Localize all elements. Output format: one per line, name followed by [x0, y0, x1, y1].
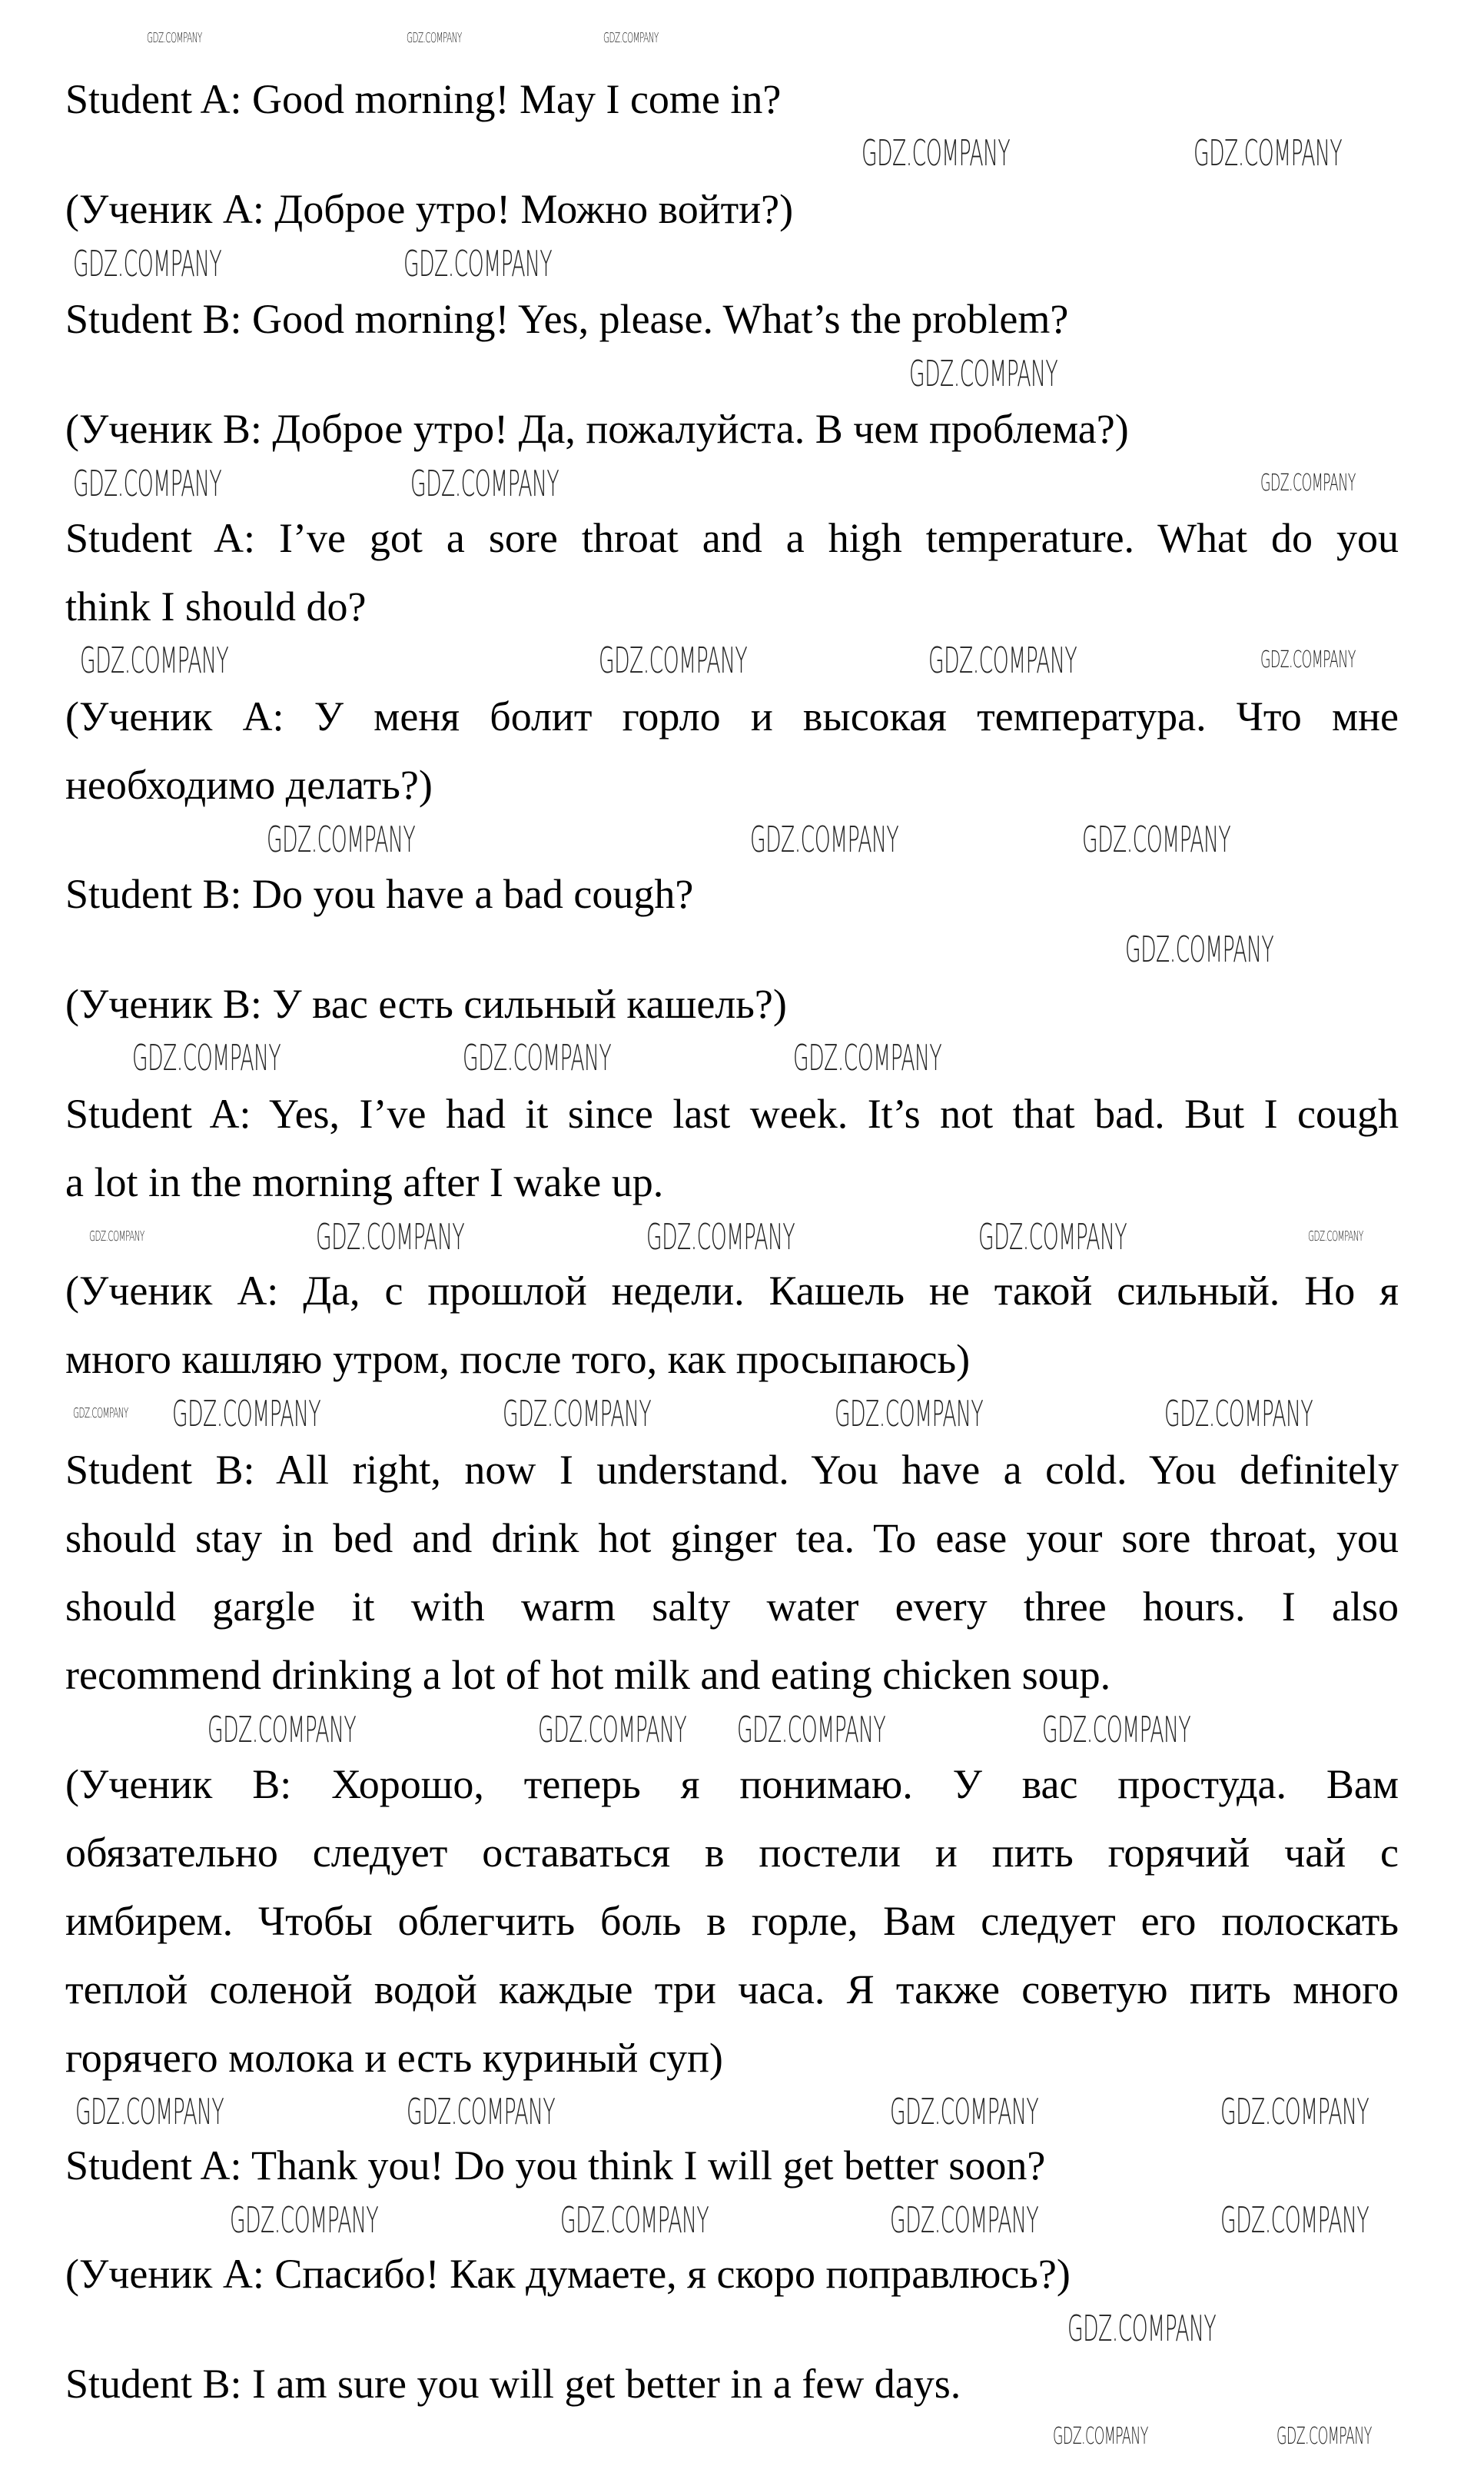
watermark: GDZ.COMPANY	[890, 2198, 1039, 2241]
dialogue-paragraph	[65, 514, 1399, 651]
watermark: GDZ.COMPANY	[598, 640, 747, 682]
text-line: Student B: Do you have a bad cough?	[65, 871, 694, 917]
dialogue-paragraph	[65, 2360, 1399, 2428]
text-line: Student B: All right, now I understand. You have a cold. You definitely	[65, 1447, 1399, 1493]
dialogue-paragraph	[65, 1760, 1399, 2102]
watermark: GDZ.COMPANY	[1081, 818, 1230, 860]
text-line: (Ученик А: Да, с прошлой недели. Кашель не такой сильный. Но я	[65, 1268, 1399, 1314]
watermark: GDZ.COMPANY	[73, 242, 222, 284]
text-line: необходимо делать?)	[65, 762, 433, 808]
dialogue-paragraph	[65, 1267, 1399, 1404]
watermark: GDZ.COMPANY	[146, 29, 202, 46]
text-line: Student A: Thank you! Do you think I will get better soon?	[65, 2142, 1046, 2188]
watermark: GDZ.COMPANY	[79, 640, 228, 682]
watermark: GDZ.COMPANY	[316, 1215, 465, 1258]
watermark: GDZ.COMPANY	[1164, 1393, 1313, 1435]
watermark: GDZ.COMPANY	[463, 1037, 612, 1079]
watermark: GDZ.COMPANY	[207, 1709, 357, 1751]
watermark: GDZ.COMPANY	[1067, 2307, 1216, 2349]
watermark: GDZ.COMPANY	[890, 2090, 1039, 2132]
dialogue-paragraph	[65, 295, 1399, 364]
watermark: GDZ.COMPANY	[407, 2090, 556, 2132]
watermark: GDZ.COMPANY	[229, 2198, 379, 2241]
watermark: GDZ.COMPANY	[559, 2198, 709, 2241]
dialogue-paragraph	[65, 405, 1399, 474]
watermark: GDZ.COMPANY	[909, 352, 1058, 394]
watermark: GDZ.COMPANY	[862, 132, 1011, 174]
text-line: Student B: I am sure you will get better in a few days.	[65, 2361, 961, 2407]
watermark: GDZ.COMPANY	[749, 818, 898, 860]
watermark: GDZ.COMPANY	[266, 818, 415, 860]
watermark: GDZ.COMPANY	[737, 1709, 886, 1751]
watermark: GDZ.COMPANY	[89, 1228, 144, 1245]
text-line: should stay in bed and drink hot ginger tea. To ease your sore throat, you	[65, 1515, 1399, 1561]
text-line: много кашляю утром, после того, как просыпаюсь)	[65, 1336, 971, 1382]
watermark: GDZ.COMPANY	[403, 242, 553, 284]
watermark: GDZ.COMPANY	[502, 1393, 652, 1435]
dialogue-paragraph	[65, 185, 1399, 254]
text-line: горячего молока и есть куриный суп)	[65, 2035, 723, 2081]
watermark: GDZ.COMPANY	[407, 29, 463, 46]
watermark: GDZ.COMPANY	[1041, 1709, 1190, 1751]
watermark: GDZ.COMPANY	[1053, 2423, 1148, 2451]
watermark: GDZ.COMPANY	[1276, 2423, 1372, 2451]
dialogue-paragraph	[65, 1090, 1399, 1227]
watermark: GDZ.COMPANY	[1220, 2090, 1369, 2132]
watermark: GDZ.COMPANY	[1260, 470, 1356, 497]
text-line: recommend drinking a lot of hot milk and eating chicken soup.	[65, 1652, 1111, 1698]
text-line: (Ученик А: Доброе утро! Можно войти?)	[65, 186, 794, 232]
text-line: (Ученик В: Доброе утро! Да, пожалуйста. В чем проблема?)	[65, 406, 1129, 452]
text-line: (Ученик В: Хорошо, теперь я понимаю. У вас простуда. Вам	[65, 1761, 1399, 1807]
text-line: (Ученик А: У меня болит горло и высокая температура. Что мне	[65, 693, 1399, 739]
watermark: GDZ.COMPANY	[537, 1709, 686, 1751]
text-line: имбирем. Чтобы облегчить боль в горле, Вам следует его полоскать	[65, 1898, 1399, 1944]
watermark: GDZ.COMPANY	[834, 1393, 983, 1435]
watermark: GDZ.COMPANY	[1260, 646, 1356, 674]
text-line: (Ученик А: Спасибо! Как думаете, я скоро поправлюсь?)	[65, 2251, 1071, 2297]
watermark: GDZ.COMPANY	[1193, 132, 1342, 174]
watermark: GDZ.COMPANY	[978, 1215, 1127, 1258]
watermark: GDZ.COMPANY	[1124, 929, 1273, 971]
watermark: GDZ.COMPANY	[1220, 2198, 1369, 2241]
watermark: GDZ.COMPANY	[646, 1215, 795, 1258]
text-line: теплой соленой водой каждые три часа. Я также советую пить много	[65, 1966, 1399, 2012]
watermark: GDZ.COMPANY	[132, 1037, 281, 1079]
watermark: GDZ.COMPANY	[928, 640, 1077, 682]
watermark: GDZ.COMPANY	[1308, 1228, 1364, 1245]
watermark: GDZ.COMPANY	[73, 463, 222, 505]
watermark: GDZ.COMPANY	[410, 463, 559, 505]
text-line: (Ученик В: У вас есть сильный кашель?)	[65, 981, 787, 1027]
dialogue-paragraph	[65, 1446, 1399, 1720]
text-line: think I should do?	[65, 583, 367, 630]
text-line: a lot in the morning after I wake up.	[65, 1159, 664, 1205]
watermark: GDZ.COMPANY	[792, 1037, 941, 1079]
text-line: should gargle it with warm salty water every three hours. I also	[65, 1584, 1399, 1630]
watermark: GDZ.COMPANY	[603, 29, 659, 46]
watermark: GDZ.COMPANY	[172, 1393, 321, 1435]
text-line: обязательно следует оставаться в постели и пить горячий чай с	[65, 1830, 1399, 1876]
watermark: GDZ.COMPANY	[75, 2090, 224, 2132]
text-line: Student A: I’ve got a sore throat and a high temperature. What do you	[65, 515, 1399, 561]
text-line: Student B: Good morning! Yes, please. What’s the problem?	[65, 296, 1069, 342]
watermark: GDZ.COMPANY	[73, 1405, 129, 1422]
dialogue-paragraph	[65, 693, 1399, 829]
text-line: Student A: Good morning! May I come in?	[65, 76, 782, 122]
text-line: Student A: Yes, I’ve had it since last week. It’s not that bad. But I cough	[65, 1091, 1399, 1137]
